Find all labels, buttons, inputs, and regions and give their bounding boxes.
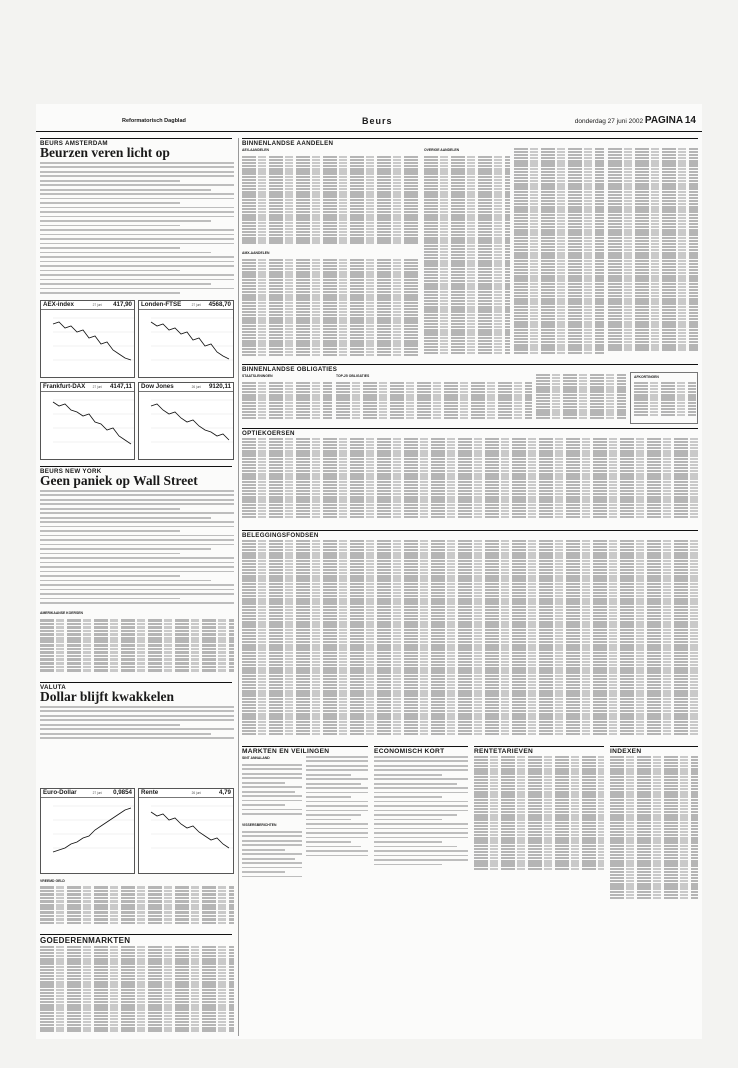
sint-annaland-title: SINT ANNALAND xyxy=(242,756,270,760)
table-vreemd-geld xyxy=(40,886,234,930)
section-binnenlandse-aandelen: BINNENLANDSE AANDELEN xyxy=(242,138,698,147)
section-binnenlandse-obligaties: BINNENLANDSE OBLIGATIES xyxy=(242,364,698,373)
table-aex-aandelen xyxy=(242,156,420,248)
section-amsterdam: BEURS AMSTERDAM xyxy=(40,138,232,147)
section-optiekoersen: OPTIEKOERSEN xyxy=(242,428,698,437)
table-amx-title: AMX-AANDELEN xyxy=(242,251,270,255)
section-indexen: INDEXEN xyxy=(610,746,698,755)
dowjones-line xyxy=(139,392,235,452)
section-economisch-kort: ECONOMISCH KORT xyxy=(374,746,468,755)
table-overige-aandelen-3 xyxy=(608,148,698,359)
table-vreemd-geld-title: VREEMD GELD xyxy=(40,879,65,883)
section-markten-veilingen: MARKTEN EN VEILINGEN xyxy=(242,746,368,755)
table-top25-obligaties xyxy=(336,382,532,422)
table-amx-aandelen xyxy=(242,259,420,359)
table-aex-title: AEX-AANDELEN xyxy=(242,148,269,152)
markten-text-2 xyxy=(242,831,302,883)
table-goederenmarkten xyxy=(40,946,234,1036)
chart-eurodollar: Euro-Dollar 27 juni 0,9854 xyxy=(40,788,135,874)
section-beleggingsfondsen: BELEGGINGSFONDSEN xyxy=(242,530,698,539)
table-staatsleningen xyxy=(242,382,332,422)
table-overige-aandelen xyxy=(424,156,510,359)
section-newyork: BEURS NEW YORK xyxy=(40,466,232,475)
rente-line xyxy=(139,798,235,866)
chart-dowjones: Dow Jones 26 juni 9120,11 xyxy=(138,382,234,460)
chart-dax: Frankfurt-DAX 27 juni 4147,11 xyxy=(40,382,135,460)
ftse-line xyxy=(139,310,235,370)
afkortingen-title: AFKORTINGEN xyxy=(634,375,659,379)
table-top25-title: TOP-25 OBLIGATIES xyxy=(336,374,370,378)
vissersberichten-title: VISSERSBERICHTEN xyxy=(242,823,277,827)
headline-newyork: Geen paniek op Wall Street xyxy=(40,473,198,488)
chart-ftse: Londen-FTSE 27 juni 4568,70 xyxy=(138,300,234,378)
table-optiekoersen xyxy=(242,438,698,522)
eurodollar-line xyxy=(41,798,136,866)
table-amerikaanse-koersen xyxy=(40,619,234,675)
chart-aex: AEX-index 27 juni 417,90 xyxy=(40,300,135,378)
masthead-section: Beurs xyxy=(362,116,393,126)
masthead xyxy=(36,115,702,132)
section-valuta: VALUTA xyxy=(40,682,232,691)
chart-rente: Rente 26 juni 4,79 xyxy=(138,788,234,874)
headline-amsterdam: Beurzen veren licht op xyxy=(40,145,170,160)
table-overige-title: OVERIGE AANDELEN xyxy=(424,148,460,152)
section-goederenmarkten: GOEDERENMARKTEN xyxy=(40,934,232,945)
headline-valuta: Dollar blijft kwakkelen xyxy=(40,689,175,704)
masthead-date: donderdag 27 juni 2002 PAGINA 14 xyxy=(574,115,696,126)
dax-line xyxy=(41,392,136,452)
aex-line xyxy=(41,310,136,370)
masthead-publication: Reformatorisch Dagblad xyxy=(122,118,186,124)
column-divider xyxy=(238,138,239,1036)
table-amerikaanse-title: AMERIKAANSE KOERSEN xyxy=(40,611,83,615)
table-overige-aandelen-2 xyxy=(514,148,604,359)
section-rentetarieven: RENTETARIEVEN xyxy=(474,746,604,755)
article-newyork-body xyxy=(40,490,234,606)
table-indexen xyxy=(610,756,698,906)
newspaper-page xyxy=(36,104,702,1039)
afkortingen-list xyxy=(634,382,696,422)
markten-text-1 xyxy=(242,764,302,819)
article-valuta-body xyxy=(40,706,234,744)
markten-text-3 xyxy=(306,756,368,860)
table-obligaties-rechts xyxy=(536,374,626,422)
article-amsterdam-body xyxy=(40,162,234,295)
box-afkortingen xyxy=(630,372,698,424)
table-rentetarieven xyxy=(474,756,604,876)
economisch-kort-text xyxy=(374,756,468,871)
table-beleggingsfondsen xyxy=(242,540,698,740)
table-staatsleningen-title: STAATSLENINGEN xyxy=(242,374,273,378)
